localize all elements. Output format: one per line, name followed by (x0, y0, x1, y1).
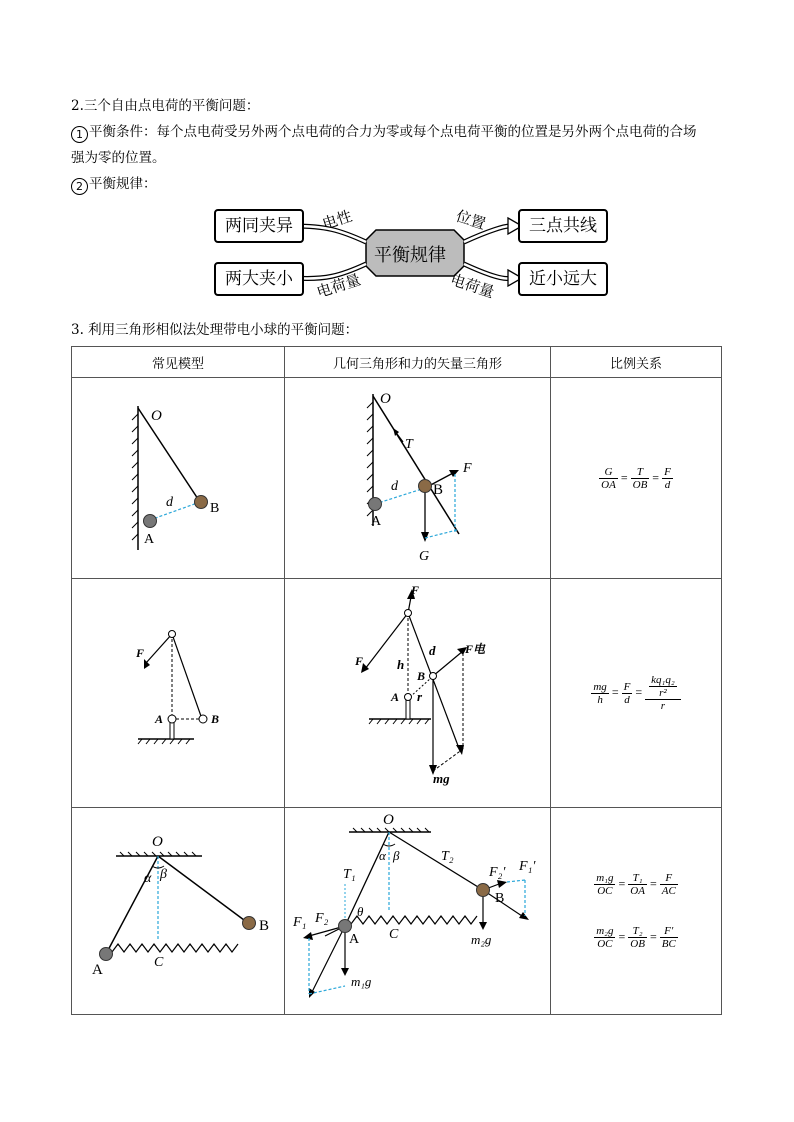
row1-ratio-equation: $\frac{G}{OA}$ = $\frac{T}{OB}$ = $\frac{F}{d}$ (601, 465, 671, 491)
label-f-left: F (355, 654, 364, 668)
item1-marker: 1 (71, 126, 88, 143)
label-beta: β (393, 848, 400, 863)
label-b: B (495, 891, 505, 906)
row3-triangle-cell (285, 808, 551, 1015)
row3-model-cell (72, 808, 285, 1015)
label-h: h (397, 657, 405, 672)
row2-ratio-equation: $\frac{mg}{h}$ = $\frac{F}{d}$ = kq₁q₂ r² r (551, 674, 721, 712)
frac-den: h (597, 693, 603, 706)
label-d: d (429, 643, 436, 658)
label-charge-amount-right: 电荷量 (448, 270, 497, 302)
frac-num: T (631, 466, 650, 479)
label-charge-sign: 电性 (320, 206, 355, 234)
frac-num: G (599, 466, 618, 479)
frac-den: r² (659, 687, 667, 699)
center-label: 平衡规律 (374, 245, 446, 266)
item2-line (71, 175, 157, 195)
frac-num: F (623, 680, 631, 693)
frac-num: m₂g (596, 925, 614, 937)
row2-triangle-figure (285, 579, 550, 803)
table-row (72, 808, 722, 1015)
label-b: B (210, 501, 220, 516)
box-near-small-far-big: 近小远大 (518, 262, 608, 296)
row3-ratio-equation-2: $\frac{\text{m₂g}}{OC}$ = $\frac{\text{T₂}}{OB}$ = $\frac{F'}{BC}$ (596, 925, 676, 950)
frac-den: OA (630, 885, 645, 897)
section3-heading: 3. 利用三角形相似法处理带电小球的平衡问题： (71, 322, 359, 338)
frac-den: OC (597, 885, 613, 897)
label-beta: β (160, 867, 167, 882)
label-b: B (259, 918, 270, 934)
label-d: d (166, 495, 173, 510)
frac-den: AC (661, 885, 676, 897)
row2-model-figure (72, 579, 284, 803)
row1-triangle-figure (285, 378, 550, 574)
table-header-row (72, 347, 722, 378)
label-mg: mg (433, 771, 450, 786)
row1-ratio-cell (551, 378, 722, 579)
label-a: A (155, 712, 164, 726)
frac-den: d (624, 693, 630, 706)
label-c: C (389, 927, 399, 942)
frac-den: OB (630, 938, 645, 950)
label-o: O (383, 812, 394, 828)
row1-model-cell (72, 378, 285, 579)
similar-triangle-table (71, 346, 722, 1015)
label-a: A (371, 514, 382, 529)
label-g: G (419, 549, 430, 564)
header-ratio: 比例关系 (551, 347, 722, 378)
label-alpha: α (379, 848, 386, 863)
label-f1: F₁ (293, 915, 307, 930)
label-charge-amount-left: 电荷量 (314, 270, 363, 302)
frac-num: F′ (660, 925, 678, 938)
label-a: A (391, 690, 400, 704)
row2-ratio-cell (551, 579, 722, 808)
frac-den: OA (601, 478, 616, 491)
frac-num: m₁g (596, 872, 614, 884)
box-two-big-sandwich-small: 两大夹小 (214, 262, 304, 296)
label-f: F (463, 461, 472, 476)
label-c: C (154, 955, 164, 970)
header-triangles: 几何三角形和力的矢量三角形 (285, 347, 551, 378)
label-r: r (417, 689, 423, 704)
item1-text: 平衡条件：每个点电荷受另外两个点电荷的合力为零或每个点电荷平衡的位置是另外两个点电荷的合场 (89, 124, 697, 140)
frac-num: kq₁q₂ (651, 674, 675, 686)
item1-continuation: 强为零的位置。 (71, 150, 166, 166)
header-common-model: 常见模型 (72, 347, 285, 378)
label-o: O (152, 834, 163, 850)
label-f: F (136, 646, 145, 660)
frac-den: d (664, 478, 671, 491)
label-f1-prime: F₁′ (519, 859, 536, 874)
table-row (72, 579, 722, 808)
frac-num: T₂ (628, 925, 647, 938)
frac-num: mg (593, 680, 607, 693)
label-t2: T₂ (441, 849, 454, 864)
label-o: O (151, 408, 162, 424)
label-f2: F₂ (315, 911, 329, 926)
frac-den: OC (597, 938, 613, 950)
item1-line (71, 123, 697, 143)
table-row (72, 378, 722, 579)
label-f-electric: F电 (465, 642, 486, 656)
row3-model-figure (72, 808, 284, 1010)
box-three-points-collinear: 三点共线 (518, 209, 608, 243)
frac-num: F (660, 872, 678, 885)
box-two-same-sandwich-different: 两同夹异 (214, 209, 304, 243)
label-theta: θ (357, 904, 364, 919)
label-b: B (211, 712, 220, 726)
item2-marker: 2 (71, 178, 88, 195)
frac-num: T₁ (628, 872, 647, 885)
label-o: O (380, 391, 391, 407)
label-position: 位置 (453, 206, 488, 234)
label-m1g: m₁g (351, 974, 372, 989)
section2-heading: 2.三个自由点电荷的平衡问题： (71, 98, 260, 114)
label-a: A (349, 932, 360, 947)
label-a: A (92, 962, 103, 978)
frac-num: F (664, 465, 671, 478)
row1-model-figure (72, 378, 284, 574)
label-t1: T₁ (343, 867, 356, 882)
label-b: B (417, 669, 426, 683)
label-b: B (433, 482, 444, 498)
row3-ratio-cell (551, 808, 722, 1015)
label-m2g: m₂g (471, 932, 492, 947)
label-t: T (405, 437, 413, 452)
label-alpha: α (144, 871, 152, 886)
item2-text: 平衡规律： (89, 176, 157, 192)
row1-triangle-cell (285, 378, 551, 579)
frac-den: OB (632, 478, 648, 491)
label-f2-prime: F₂′ (489, 865, 506, 880)
row3-triangle-figure (285, 808, 550, 1010)
frac-den: r (660, 700, 666, 712)
frac-num-compound (645, 674, 681, 700)
row2-triangle-cell (285, 579, 551, 808)
label-f-top: F (411, 583, 420, 597)
label-d: d (391, 479, 398, 494)
frac-den: BC (661, 938, 676, 950)
row3-ratio-equation-1: $\frac{\text{m₁g}}{OC}$ = $\frac{\text{T₁}}{OA}$ = $\frac{F}{AC}$ (596, 872, 676, 897)
row2-model-cell (72, 579, 285, 808)
label-a: A (144, 532, 155, 547)
